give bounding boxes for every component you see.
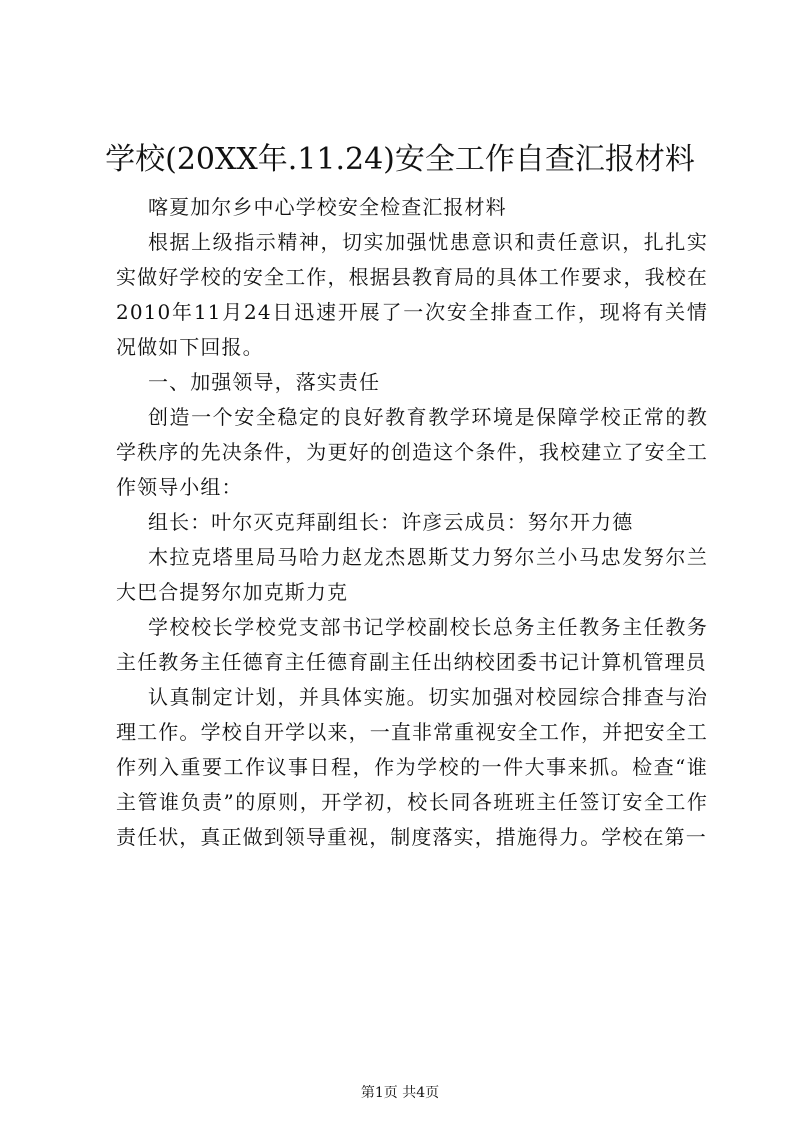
paragraph-positions: 学校校长学校党支部书记学校副校长总务主任教务主任教务主任教务主任德育主任德育副主任出纳校团委书记计算机管理员 (116, 615, 708, 674)
paragraph-intro: 根据上级指示精神，切实加强忧患意识和责任意识，扎扎实实做好学校的安全工作，根据县教育局的具体工作要求，我校在2010年11月24日迅速开展了一次安全排查工作，现将有关情况做如下回报。 (116, 230, 708, 359)
paragraph-plan: 认真制定计划，并具体实施。切实加强对校园综合排查与治理工作。学校自开学以来，一直非常重视安全工作，并把安全工作列入重要工作议事日程，作为学校的一件大事来抓。检查“谁主管谁负责”的原则，开学初，校长同各班班主任签订安全工作责任状，真正做到领导重视，制度落实，措施得力。学校在第一 (116, 685, 708, 849)
section-heading: 一、加强领导，落实责任 (148, 370, 381, 394)
paragraph-subtitle: 喀夏加尔乡中心学校安全检查汇报材料 (148, 195, 507, 219)
document-title: 学校(20XX年.11.24)安全工作自查汇报材料 (105, 142, 695, 177)
paragraph-leaders: 组长：叶尔灭克拜副组长：许彦云成员：努尔开力德 (148, 510, 634, 534)
page-number: 第1页 共4页 (360, 1085, 440, 1101)
paragraph-members: 木拉克塔里局马哈力赵龙杰恩斯艾力努尔兰小马忠发努尔兰大巴合提努尔加克斯力克 (116, 545, 708, 604)
paragraph-environment: 创造一个安全稳定的良好教育教学环境是保障学校正常的教学秩序的先决条件，为更好的创造这个条件，我校建立了安全工作领导小组： (116, 405, 708, 499)
document-body (116, 190, 708, 855)
